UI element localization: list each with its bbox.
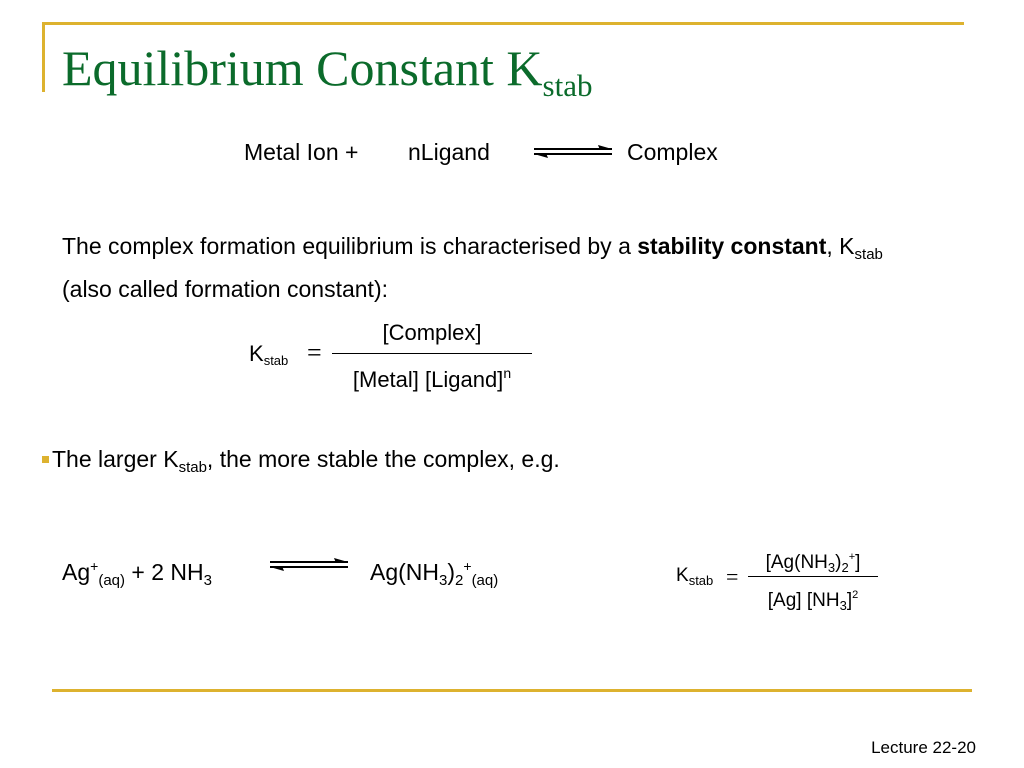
paragraph-text-3: (also called formation constant): [62,276,388,302]
formula1-numerator: [Complex] [382,320,482,345]
bullet-text-1: The larger K [52,446,179,472]
reaction2-ag-sup: + [90,558,99,574]
reaction2-reactants [62,552,212,595]
reaction1-reactant: Metal Ion + [244,139,359,165]
formula2-denominator [748,584,878,617]
bullet-square-icon [42,456,49,463]
reaction2-product-sup: + [463,558,472,574]
formula2-k-letter: K [676,565,689,586]
reaction2-product-2: ) [447,559,456,585]
bullet-text-2: , the more stable the complex, e.g. [206,446,560,472]
reaction2-plus-nh3: + 2 NH [125,559,204,585]
paragraph-subscript: stab [854,246,883,263]
formula2-den-sub: 3 [839,598,847,613]
formula1-denominator [332,360,532,393]
formula1-equals: = [307,338,322,367]
equilibrium-arrow-icon [528,143,618,161]
reaction2-ag: Ag [62,559,91,585]
bottom-border [52,689,972,692]
formula1-k [249,341,288,374]
formula1-k-sub: stab [263,353,289,368]
reaction2-product [370,552,498,595]
equilibrium-arrow-2-icon [264,556,354,574]
formula2-num-2: ) [835,552,842,573]
paragraph-bold: stability constant [637,233,827,259]
reaction2-product-1: Ag(NH [370,559,440,585]
formula2-den-1: [Ag] [NH [767,590,840,611]
slide-footer: Lecture 22-20 [871,738,976,757]
formula1-denominator-text: [Metal] [Ligand] [352,367,504,392]
formula2-k [676,565,713,592]
formula2-den-2: ] [846,590,853,611]
formula2-num-sub1: 3 [827,560,836,575]
formula1-fraction-line [332,353,532,354]
formula2-num-sub2: 2 [841,560,849,575]
reaction2-product-sub3: (aq) [471,572,499,589]
title-text: Equilibrium Constant K [62,40,543,96]
description-paragraph [62,229,922,306]
reaction1-ligand: nLigand [408,139,490,165]
slide-title [62,40,592,114]
formula2-numerator [748,546,878,579]
formula2-den-sup: 2 [852,589,859,601]
formula2-k-sub: stab [688,573,714,588]
paragraph-text-2: , K [826,233,855,259]
formula2-fraction-line [748,576,878,577]
reaction2-ag-sub: (aq) [98,572,126,589]
formula1-denominator-sup: n [503,365,512,381]
formula1-k-letter: K [249,341,264,366]
formula2-equals: = [726,564,739,589]
reaction1-product: Complex [627,139,718,165]
reaction2-nh3-sub: 3 [203,572,212,589]
paragraph-text-1: The complex formation equilibrium is characterised by a [62,233,638,259]
title-subscript: stab [542,68,593,103]
formula2-num-3: ] [855,552,861,573]
formula2-num-1: [Ag(NH [765,552,828,573]
bullet-subscript: stab [178,459,207,476]
reaction2-product-sub2: 2 [455,572,464,589]
left-border [42,22,45,92]
bullet-text [52,445,560,482]
formula2-num-sup: + [848,551,856,563]
reaction2-product-sub1: 3 [439,572,448,589]
top-border [42,22,964,25]
